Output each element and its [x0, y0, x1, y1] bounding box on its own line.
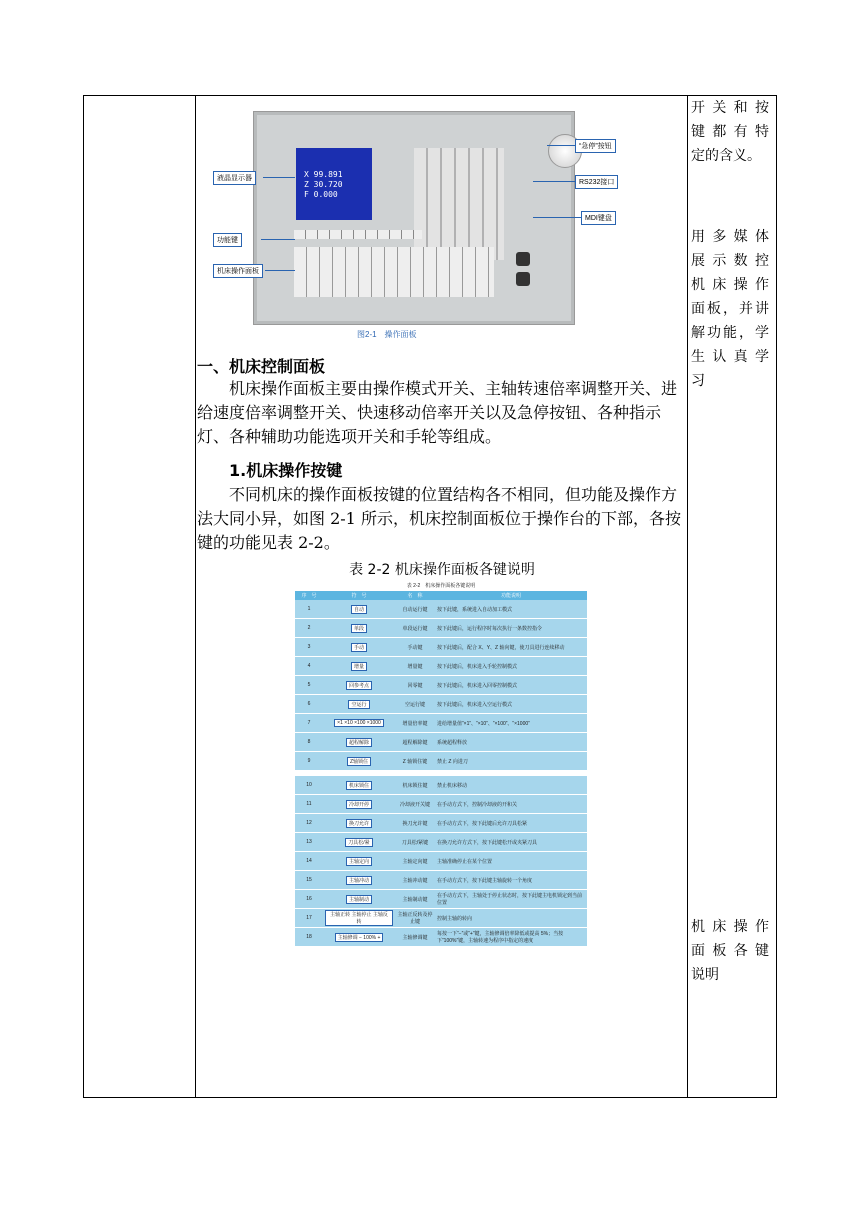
table-row	[295, 909, 587, 928]
table-cell	[323, 833, 395, 852]
table-cell: 禁止机床移动	[435, 773, 587, 795]
table-row	[295, 619, 587, 638]
table-cell: 18	[295, 928, 323, 947]
lesson-table	[83, 95, 777, 1098]
figure-caption: 图2-1 操作面板	[357, 330, 417, 339]
key-symbol: 空运行	[348, 700, 369, 709]
side-note-line: 定的含义。	[691, 148, 761, 164]
table-cell: 15	[295, 871, 323, 890]
table-row	[295, 814, 587, 833]
callout-line	[263, 177, 295, 178]
side-note-line: 展 示 数 控	[691, 253, 769, 269]
table-cell: 8	[295, 733, 323, 752]
table-cell: 按下此键后，机床进入空运行模式	[435, 695, 587, 714]
column-divider	[195, 96, 196, 1097]
callout-machine-panel: 机床操作面板	[213, 264, 263, 278]
callout-line	[533, 181, 575, 182]
table-row	[295, 773, 587, 795]
side-note-line: 面板，并讲	[691, 301, 769, 317]
side-note-line: 生 认 真 学	[691, 349, 769, 365]
table-cell: 11	[295, 795, 323, 814]
callout-estop: “急停”按钮	[575, 139, 616, 153]
side-note-line: 开 关 和 按	[691, 100, 769, 116]
side-note-line: 面 板 各 键	[691, 943, 769, 959]
function-key-row	[294, 230, 422, 239]
callout-lcd: 液晶显示器	[213, 171, 256, 185]
machine-key-grid	[294, 247, 494, 297]
table-row	[295, 852, 587, 871]
cnc-panel-photo	[253, 111, 575, 325]
key-symbol: 主轴制动	[346, 895, 372, 904]
table-cell: 17	[295, 909, 323, 928]
key-symbol: 换刀允许	[346, 819, 372, 828]
table-row	[295, 795, 587, 814]
side-note-2	[691, 225, 769, 393]
table-cell: 2	[295, 619, 323, 638]
table-cell: 增量倍率键	[395, 714, 435, 733]
table-cell: 14	[295, 852, 323, 871]
callout-line	[265, 270, 295, 271]
table-cell: 按下此键后，配合 X、Y、Z 轴向键，使刀具进行连续移动	[435, 638, 587, 657]
table-cell: 冷却液开关键	[395, 795, 435, 814]
callout-rs232: RS232接口	[575, 175, 618, 189]
callout-function-keys: 功能键	[213, 233, 242, 247]
table-cell: 按下此键后，运行程序时每次执行一条数控指令	[435, 619, 587, 638]
table-cell: 在手动方式下，控制冷却液的开和关	[435, 795, 587, 814]
table-row	[295, 752, 587, 774]
table-row	[295, 676, 587, 695]
callout-line	[533, 217, 581, 218]
side-note-line: 机 床 操 作	[691, 277, 769, 293]
callout-line	[547, 145, 575, 146]
key-symbol: 机床锁住	[346, 781, 372, 790]
table-cell: 3	[295, 638, 323, 657]
table-cell	[323, 676, 395, 695]
table-cell	[323, 814, 395, 833]
table-cell: 主轴冲动键	[395, 871, 435, 890]
table-cell	[323, 638, 395, 657]
table-row	[295, 600, 587, 619]
table-row	[295, 928, 587, 947]
table-title: 表 2-2 机床操作面板各键说明	[349, 562, 535, 578]
table-cell: 增量键	[395, 657, 435, 676]
table-cell: 12	[295, 814, 323, 833]
table-cell: 进给增量值“×1”、“×10”、“×100”、“×1000”	[435, 714, 587, 733]
key-table-header: 功能说明	[435, 591, 587, 600]
table-cell: 10	[295, 773, 323, 795]
table-cell: 换刀允许键	[395, 814, 435, 833]
table-cell	[323, 773, 395, 795]
table-cell: 13	[295, 833, 323, 852]
callout-line	[261, 239, 295, 240]
screen-line: F 0.000	[304, 190, 338, 199]
mdi-keypad	[414, 148, 504, 260]
paragraph: 机床操作面板主要由操作模式开关、主轴转速倍率调整开关、进给速度倍率调整开关、快速移动倍率开关以及急停按钮、各种指示灯、各种辅助功能选项开关和手轮等组成。	[197, 379, 678, 446]
key-symbol: 冷却开停	[346, 800, 372, 809]
callout-mdi: MDI键盘	[581, 211, 616, 225]
key-symbol: 主轴正转 主轴停止 主轴反转	[325, 910, 393, 926]
table-cell	[323, 890, 395, 909]
table-row	[295, 638, 587, 657]
table-cell: 按下此键后，机床进入手轮控制模式	[435, 657, 587, 676]
table-cell	[323, 714, 395, 733]
table-cell: 6	[295, 695, 323, 714]
table-row	[295, 833, 587, 852]
key-symbol: 回参考点	[346, 681, 372, 690]
table-cell: 机床锁住键	[395, 773, 435, 795]
screen-line: Z 30.720	[304, 180, 343, 189]
key-table-header: 符 号	[323, 591, 395, 600]
table-row	[295, 733, 587, 752]
table-row	[295, 890, 587, 909]
screen-line: X 99.891	[304, 170, 343, 179]
table-cell: 在手动方式下，按下此键主轴旋转一个角度	[435, 871, 587, 890]
table-cell: 禁止 Z 向进刀	[435, 752, 587, 774]
panel-knob	[516, 272, 530, 286]
table-cell: 主轴正反转及停止键	[395, 909, 435, 928]
subheading: 1.机床操作按键	[229, 461, 343, 480]
table-cell: 控制主轴的转向	[435, 909, 587, 928]
side-note-3	[691, 915, 769, 987]
table-cell: 主轴制动键	[395, 890, 435, 909]
table-cell: 按下此键，系统进入自动加工模式	[435, 600, 587, 619]
table-cell: 按下此键后，机床进入回零控制模式	[435, 676, 587, 695]
key-table-header: 名 称	[395, 591, 435, 600]
table-cell: 7	[295, 714, 323, 733]
table-cell: 5	[295, 676, 323, 695]
table-cell: 主轴定向键	[395, 852, 435, 871]
table-cell	[323, 909, 395, 928]
section-heading: 一、机床控制面板	[197, 357, 326, 376]
table-cell: 自动运行键	[395, 600, 435, 619]
side-note-line: 习	[691, 373, 705, 389]
side-note-line: 解功能，学	[691, 325, 769, 341]
paragraph: 不同机床的操作面板按键的位置结构各不相同，但功能及操作方法大同小异，如图 2-1 所示，机床控制面板位于操作台的下部，各按键的功能见表 2-2。	[197, 485, 681, 552]
table-cell: 在手动方式下，主轴处于停止状态时，按下此键主电机锁定到当前位置	[435, 890, 587, 909]
table-cell: 空运行键	[395, 695, 435, 714]
table-cell: 主轴准确停止在某个位置	[435, 852, 587, 871]
key-symbol: 自动	[351, 605, 367, 614]
side-note-line: 用 多 媒 体	[691, 229, 769, 245]
table-cell: 回零键	[395, 676, 435, 695]
content-column	[197, 96, 687, 1097]
key-symbol: 单段	[351, 624, 367, 633]
key-symbol: 主轴修调 − 100% +	[335, 933, 384, 942]
table-cell: 16	[295, 890, 323, 909]
table-cell: 主轴修调键	[395, 928, 435, 947]
table-cell	[323, 852, 395, 871]
table-cell	[323, 733, 395, 752]
table-cell: 在换刀允许方式下，按下此键松开或夹紧刀具	[435, 833, 587, 852]
table-cell	[323, 657, 395, 676]
key-symbol: ×1 ×10 ×100 ×1000	[334, 719, 384, 727]
table-cell: 1	[295, 600, 323, 619]
side-note-line: 机 床 操 作	[691, 919, 769, 935]
key-symbol: 手动	[351, 643, 367, 652]
table-cell: 系统超程释放	[435, 733, 587, 752]
table-row	[295, 657, 587, 676]
table-cell	[323, 871, 395, 890]
table-cell: 4	[295, 657, 323, 676]
side-note-line: 键 都 有 特	[691, 124, 769, 140]
key-table-header: 序 号	[295, 591, 323, 600]
table-cell: 9	[295, 752, 323, 774]
table-cell: 手动键	[395, 638, 435, 657]
table-cell	[323, 752, 395, 774]
table-cell	[323, 695, 395, 714]
key-table	[295, 591, 587, 947]
key-symbol: 主轴定向	[346, 857, 372, 866]
table-cell: 超程解除键	[395, 733, 435, 752]
key-table-image	[295, 582, 587, 947]
table-cell: 单段运行键	[395, 619, 435, 638]
operation-panel-figure	[213, 111, 633, 329]
table-cell	[323, 600, 395, 619]
key-symbol: 增量	[351, 662, 367, 671]
key-symbol: Z轴锁住	[347, 757, 371, 766]
table-cell	[323, 928, 395, 947]
key-symbol: 主轴冲动	[346, 876, 372, 885]
notes-column	[691, 96, 775, 1097]
panel-knob	[516, 252, 530, 266]
key-table-subtitle: 表 2-2 机床操作面板各键说明	[406, 583, 476, 589]
lcd-screen	[296, 148, 372, 220]
side-note-1	[691, 96, 769, 168]
table-cell: 在手动方式下，按下此键后允许刀具松紧	[435, 814, 587, 833]
table-cell: 每按一下“−”或“+”键，主轴修调倍率降低或提高 5%；当按下“100%”键，主轴转速为程序中指定的速度	[435, 928, 587, 947]
column-divider	[687, 96, 688, 1097]
table-cell	[323, 619, 395, 638]
table-cell	[323, 795, 395, 814]
key-symbol: 刀具松/紧	[345, 838, 372, 847]
key-symbol: 超程解除	[346, 738, 372, 747]
table-row	[295, 871, 587, 890]
side-note-line: 说明	[691, 967, 719, 983]
table-cell: 刀具松/紧键	[395, 833, 435, 852]
table-row	[295, 695, 587, 714]
table-cell: Z 轴锁住键	[395, 752, 435, 774]
table-row	[295, 714, 587, 733]
